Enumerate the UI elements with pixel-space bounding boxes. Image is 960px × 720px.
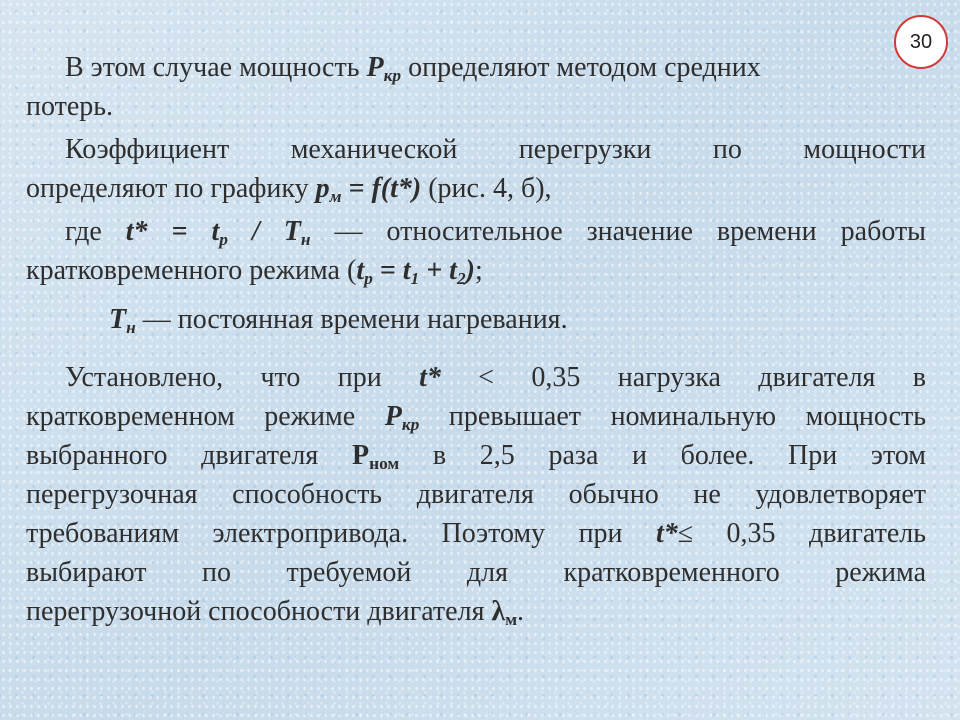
symbol-p-kr: $P_{кр}$: [384, 401, 420, 434]
symbol-lambda-m: $\lambda_м$: [491, 596, 518, 629]
text-line: кратковременном режиме $P_{кр}$ превышает номинальную мощность: [26, 401, 927, 434]
text-line: В этом случае мощность $P_{кр}$ определяют методом средних: [65, 52, 761, 85]
formula-tr: $t_р = t_1 + t_2$): [356, 255, 475, 288]
symbol-p-nom: $P_{ном}$: [351, 440, 400, 473]
text-line: где $t* = t_р / T_н$ — относительное значение времени работы: [65, 216, 926, 249]
text-line: Установлено, что при t* < 0,35 нагрузка двигателя в: [65, 362, 926, 393]
formula-pm: $p_м = f(t*)$: [315, 173, 422, 206]
symbol-t-star: t*: [419, 362, 441, 393]
paragraph-power-method: [26, 48, 926, 126]
paragraph-heating-constant: [26, 300, 926, 339]
formula-t-star: $t* = t_р / T_н$: [125, 216, 311, 249]
text-line: потерь.: [26, 91, 114, 122]
text-line: определяют по графику $p_м = f(t*)$ (рис. 4, б),: [26, 173, 552, 206]
paragraph-overload-coefficient: [26, 130, 926, 208]
text-line: выбранного двигателя $P_{ном}$ в 2,5 раза и более. При этом: [26, 440, 926, 473]
text-line: $T_н$ — постоянная времени нагревания.: [109, 304, 568, 337]
page-number-badge: 30: [894, 15, 948, 69]
text-line: Коэффициент механической перегрузки по мощности: [65, 134, 926, 165]
symbol-t-star: t*: [655, 518, 678, 549]
symbol-t-n: $T_н$: [109, 304, 136, 337]
paragraph-conclusion: [26, 358, 926, 631]
text-line: перегрузочной способности двигателя $\lambda_м$.: [26, 596, 525, 629]
text-line: требованиям электропривода. Поэтому при t*≤ 0,35 двигатель: [26, 518, 926, 549]
text-line: выбирают по требуемой для кратковременного режима: [26, 557, 926, 588]
paragraph-relative-time: [26, 212, 926, 290]
text-line: перегрузочная способность двигателя обычно не удовлетворяет: [26, 479, 926, 510]
symbol-p-kr: $P_{кр}$: [366, 52, 402, 85]
text-line: кратковременного режима $(t_р = t_1 + t_2)$;: [26, 255, 483, 288]
